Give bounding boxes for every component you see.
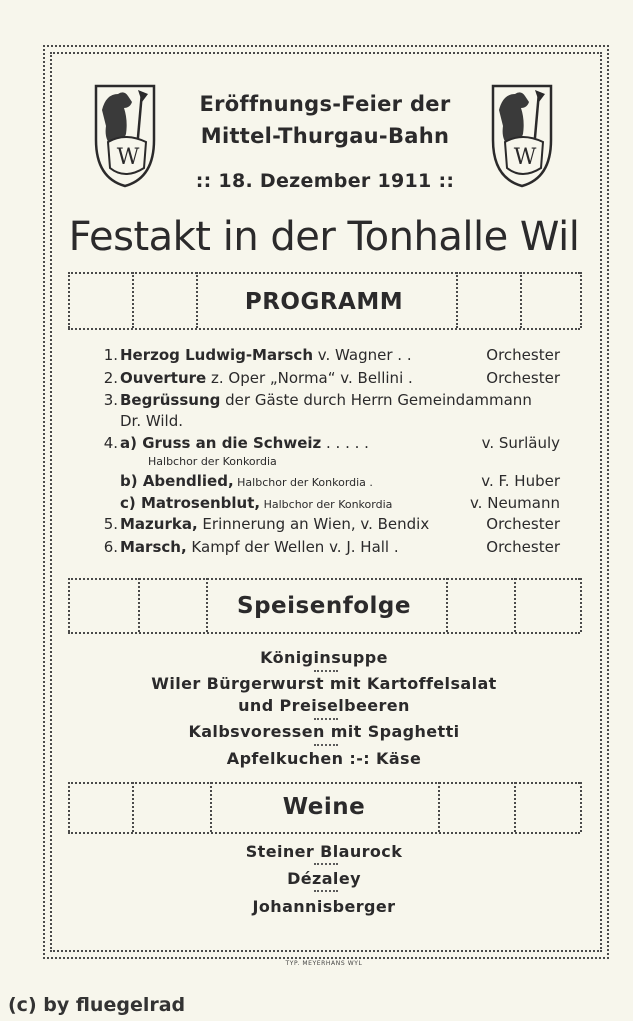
svg-text:W: W <box>513 145 537 170</box>
svg-text:W: W <box>116 145 140 170</box>
program-item-num: 1. <box>103 346 118 364</box>
program-item-title: Mazurka, <box>120 515 198 533</box>
header-line-2: Mittel-Thurgau-Bahn <box>200 124 450 148</box>
bear-shield-crest-icon <box>92 80 158 190</box>
speisenfolge-heading: Speisenfolge <box>237 593 411 619</box>
wine-item: Steiner Blaurock <box>245 842 403 861</box>
program-item-performer: v. Neumann <box>469 494 560 512</box>
program-item-num: 6. <box>103 538 118 556</box>
program-item-detail: Halbchor der Konkordia <box>148 455 277 468</box>
program-item-detail: Dr. Wild. <box>120 412 184 430</box>
program-item-detail: . . . . . <box>321 434 369 452</box>
divider <box>314 890 338 892</box>
program-item-title: Marsch, <box>120 538 187 556</box>
program-item-num: 5. <box>103 515 118 533</box>
menu-item: Königinsuppe <box>260 648 388 667</box>
divider <box>314 863 338 865</box>
program-item-title: Ouverture <box>120 369 207 387</box>
program-item-num: 3. <box>103 391 118 409</box>
program-item-performer: Orchester <box>486 346 560 364</box>
divider <box>314 670 338 672</box>
menu-item: Wiler Bürgerwurst mit Kartoffelsalat <box>151 674 497 693</box>
program-item-detail: z. Oper „Norma“ v. Bellini . <box>206 369 413 387</box>
header-line-1: Eröffnungs-Feier der <box>199 92 451 116</box>
menu-item: Apfelkuchen :-: Käse <box>226 749 422 768</box>
program-item <box>90 346 560 368</box>
copyright-watermark: (c) by fluegelrad <box>8 994 186 1016</box>
printer-imprint: TYP. MEYERHANS WYL <box>285 960 363 967</box>
program-item <box>120 494 560 516</box>
divider <box>68 782 580 784</box>
program-item-detail: Halbchor der Konkordia . <box>233 476 373 489</box>
divider <box>68 578 580 580</box>
program-item-performer: v. Surläuly <box>481 434 560 452</box>
divider <box>68 632 580 634</box>
festakt-title: Festakt in der Tonhalle Wil <box>68 214 580 260</box>
program-item <box>90 369 560 391</box>
program-item <box>90 434 560 456</box>
wine-item: Dézaley <box>287 869 361 888</box>
divider <box>68 832 580 834</box>
program-item-detail: Kampf der Wellen v. J. Hall . <box>186 538 399 556</box>
program-item-title: a) Gruss an die Schweiz <box>120 434 322 452</box>
program-item <box>90 391 560 413</box>
program-item-detail: v. Wagner . . <box>313 346 412 364</box>
bear-shield-crest-icon <box>489 80 555 190</box>
weine-heading: Weine <box>282 794 366 820</box>
program-item-title: b) Abendlied, <box>120 472 234 490</box>
program-item <box>90 412 560 434</box>
program-item-performer: Orchester <box>486 515 560 533</box>
program-item-num: 2. <box>103 369 118 387</box>
menu-item: und Preiselbeeren <box>238 696 410 715</box>
program-item-title: c) Matrosenblut, <box>120 494 261 512</box>
program-item-title: Begrüssung <box>120 391 221 409</box>
program-item-title: Herzog Ludwig-Marsch <box>120 346 314 364</box>
program-item-performer: v. F. Huber <box>481 472 560 490</box>
program-item-performer: Orchester <box>486 369 560 387</box>
program-item <box>120 472 560 494</box>
program-item-detail: Erinnerung an Wien, v. Bendix <box>197 515 430 533</box>
program-item <box>90 515 560 537</box>
header-date: :: 18. Dezember 1911 :: <box>195 170 455 192</box>
divider <box>314 744 338 746</box>
program-item <box>90 538 560 560</box>
menu-item: Kalbsvoressen mit Spaghetti <box>188 722 460 741</box>
program-item-performer: Orchester <box>486 538 560 556</box>
divider <box>314 718 338 720</box>
program-item-detail: Halbchor der Konkordia <box>260 498 393 511</box>
wine-item: Johannisberger <box>252 897 396 916</box>
divider <box>68 272 580 274</box>
programm-heading: PROGRAMM <box>244 289 404 315</box>
divider <box>68 328 580 330</box>
program-item-detail: der Gäste durch Herrn Gemeindammann <box>220 391 532 409</box>
program-item-num: 4. <box>103 434 118 452</box>
